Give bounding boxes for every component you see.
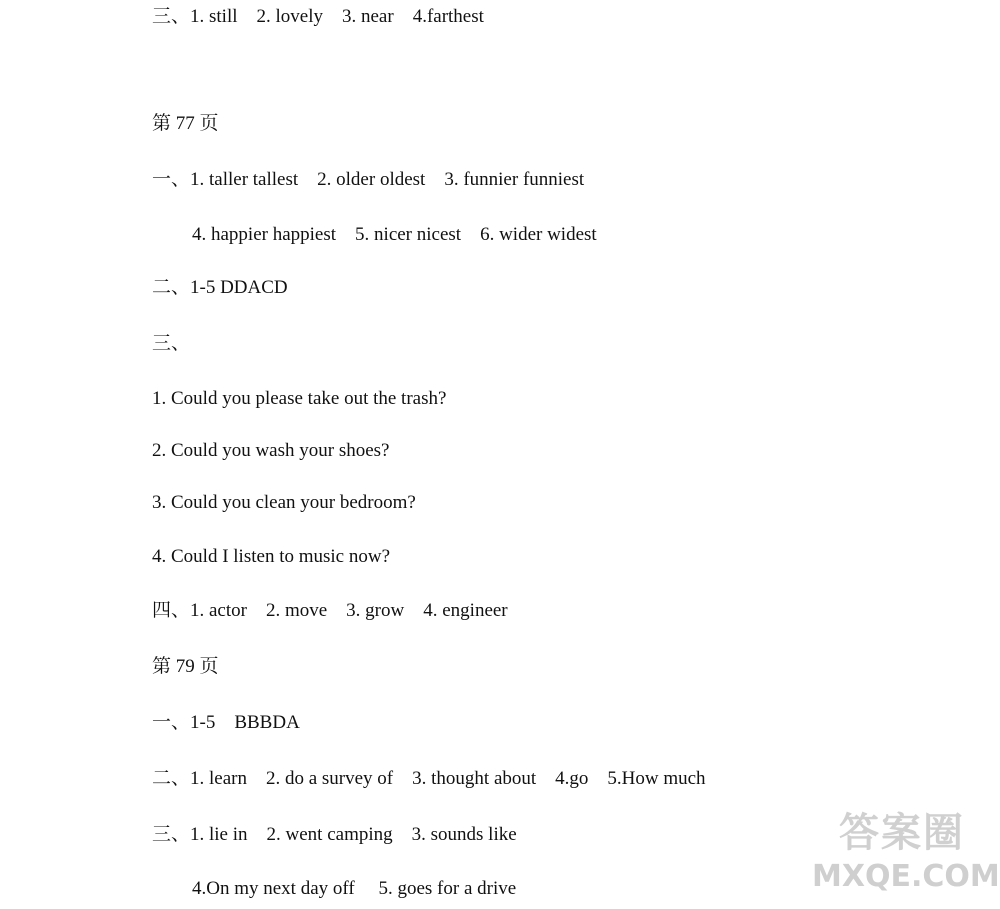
watermark-bottom-text: MXQE.COM (812, 859, 1000, 894)
page-79-section-2-answers: 二、1. learn 2. do a survey of 3. thought about 4.go 5.How much (152, 768, 706, 789)
page-79-heading: 第 79 页 (152, 656, 219, 677)
section-1-answers-line-1: 一、1. taller tallest 2. older oldest 3. funnier funniest (152, 169, 585, 190)
section-4-answers-line: 四、1. actor 2. move 3. grow 4. engineer (152, 600, 508, 621)
page-79-section-3-answers-1: 三、1. lie in 2. went camping 3. sounds like (152, 824, 517, 845)
section-2-answers-line: 二、1-5 DDACD (152, 277, 288, 298)
watermark-logo (812, 807, 1000, 907)
page-79-section-3-answers-2: 4.On my next day off 5. goes for a drive (192, 878, 517, 899)
page-77-heading: 第 77 页 (152, 113, 219, 134)
section-3-answers-line: 三、1. still 2. lovely 3. near 4.farthest (152, 6, 484, 27)
sentence-answer-3: 3. Could you clean your bedroom? (152, 492, 416, 513)
sentence-answer-2: 2. Could you wash your shoes? (152, 440, 390, 461)
sentence-answer-1: 1. Could you please take out the trash? (152, 388, 447, 409)
sentence-answer-4: 4. Could I listen to music now? (152, 546, 391, 567)
section-1-answers-line-2: 4. happier happiest 5. nicer nicest 6. wider widest (192, 224, 597, 245)
page-79-section-1-answers: 一、1-5 BBBDA (152, 712, 300, 733)
section-3-heading: 三、 (152, 333, 191, 354)
watermark-top-text: 答案圈 (839, 810, 965, 856)
